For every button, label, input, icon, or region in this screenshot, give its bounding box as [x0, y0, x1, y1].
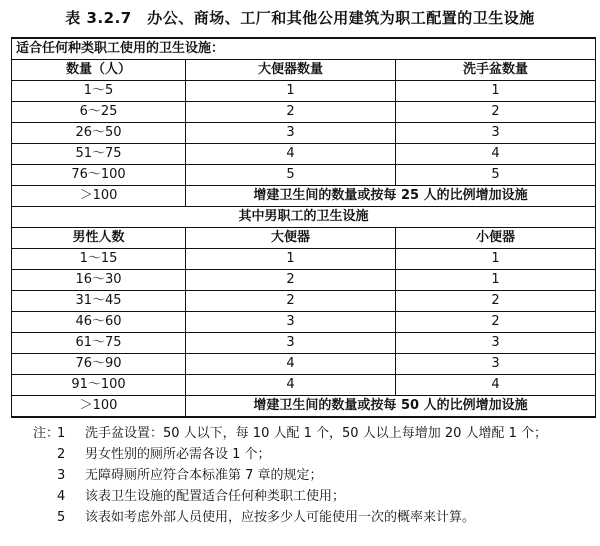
note-text: 该表卫生设施的配置适合任何种类职工使用； [85, 489, 346, 504]
cell-count: 6～25 [12, 102, 186, 123]
cell-toilets: 3 [186, 123, 396, 144]
table-notes [33, 423, 595, 528]
col-header-male-count: 男性人数 [12, 228, 186, 249]
cell-toilets: 4 [186, 375, 396, 396]
cell-urinals: 4 [396, 375, 596, 396]
table-row [12, 102, 596, 123]
table-row [12, 354, 596, 375]
cell-count: 31～45 [12, 291, 186, 312]
section-male-heading: 其中男职工的卫生设施 [12, 207, 596, 228]
cell-toilets: 1 [186, 81, 396, 102]
note-number: 1 [57, 426, 66, 441]
cell-count: 51～75 [12, 144, 186, 165]
cell-toilets: 3 [186, 312, 396, 333]
cell-urinals: 2 [396, 312, 596, 333]
cell-count: 46～60 [12, 312, 186, 333]
cell-count: 26～50 [12, 123, 186, 144]
table-row-overflow [12, 396, 596, 418]
note-item [33, 465, 595, 486]
cell-count: 76～100 [12, 165, 186, 186]
cell-overflow-rule: 增建卫生间的数量或按每 25 人的比例增加设施 [186, 186, 596, 207]
cell-count: 1～5 [12, 81, 186, 102]
cell-urinals: 3 [396, 354, 596, 375]
cell-toilets: 4 [186, 144, 396, 165]
note-number: 2 [57, 447, 66, 462]
table-row [12, 270, 596, 291]
cell-count: 1～15 [12, 249, 186, 270]
table-row [12, 375, 596, 396]
cell-count: 76～90 [12, 354, 186, 375]
note-item [33, 486, 595, 507]
cell-count: ＞100 [12, 186, 186, 207]
note-text: 无障碍厕所应符合本标准第 7 章的规定； [85, 468, 323, 483]
note-text: 洗手盆设置：50 人以下，每 10 人配 1 个，50 人以上每增加 20 人增配 1 个； [85, 426, 548, 441]
note-item [33, 444, 595, 465]
cell-count: 61～75 [12, 333, 186, 354]
cell-count: 16～30 [12, 270, 186, 291]
cell-urinals: 1 [396, 270, 596, 291]
table-row [12, 249, 596, 270]
table-row [12, 144, 596, 165]
note-item [33, 507, 595, 528]
cell-urinals: 1 [396, 249, 596, 270]
cell-toilets: 4 [186, 354, 396, 375]
cell-toilets: 1 [186, 249, 396, 270]
cell-urinals: 2 [396, 291, 596, 312]
table-row [12, 312, 596, 333]
note-number: 4 [57, 489, 66, 504]
table-title: 表 3.2.7 办公、商场、工厂和其他公用建筑为职工配置的卫生设施 [65, 9, 535, 27]
cell-toilets: 3 [186, 333, 396, 354]
cell-count: 91～100 [12, 375, 186, 396]
cell-washbasins: 3 [396, 123, 596, 144]
cell-washbasins: 5 [396, 165, 596, 186]
cell-toilets: 2 [186, 102, 396, 123]
col-header-toilets: 大便器 [186, 228, 396, 249]
cell-urinals: 3 [396, 333, 596, 354]
table-row [12, 123, 596, 144]
table-row [12, 333, 596, 354]
col-header-count: 数量（人） [12, 60, 186, 81]
cell-toilets: 2 [186, 291, 396, 312]
notes-prefix: 注： [33, 426, 60, 441]
table-row-overflow [12, 186, 596, 207]
table-row [12, 165, 596, 186]
cell-toilets: 5 [186, 165, 396, 186]
section-all-heading: 适合任何种类职工使用的卫生设施： [12, 38, 596, 60]
note-text: 该表如考虑外部人员使用，应按多少人可能使用一次的概率来计算。 [85, 510, 476, 525]
col-header-toilets: 大便器数量 [186, 60, 396, 81]
cell-washbasins: 2 [396, 102, 596, 123]
cell-count: ＞100 [12, 396, 186, 418]
cell-toilets: 2 [186, 270, 396, 291]
note-number: 3 [57, 468, 66, 483]
cell-washbasins: 1 [396, 81, 596, 102]
table-row [12, 81, 596, 102]
table-row [12, 291, 596, 312]
note-text: 男女性别的厕所必需各设 1 个； [85, 447, 271, 462]
cell-washbasins: 4 [396, 144, 596, 165]
cell-overflow-rule: 增建卫生间的数量或按每 50 人的比例增加设施 [186, 396, 596, 418]
col-header-urinals: 小便器 [396, 228, 596, 249]
note-number: 5 [57, 510, 66, 525]
note-item [33, 423, 595, 444]
sanitary-facilities-table [11, 37, 596, 418]
col-header-washbasins: 洗手盆数量 [396, 60, 596, 81]
